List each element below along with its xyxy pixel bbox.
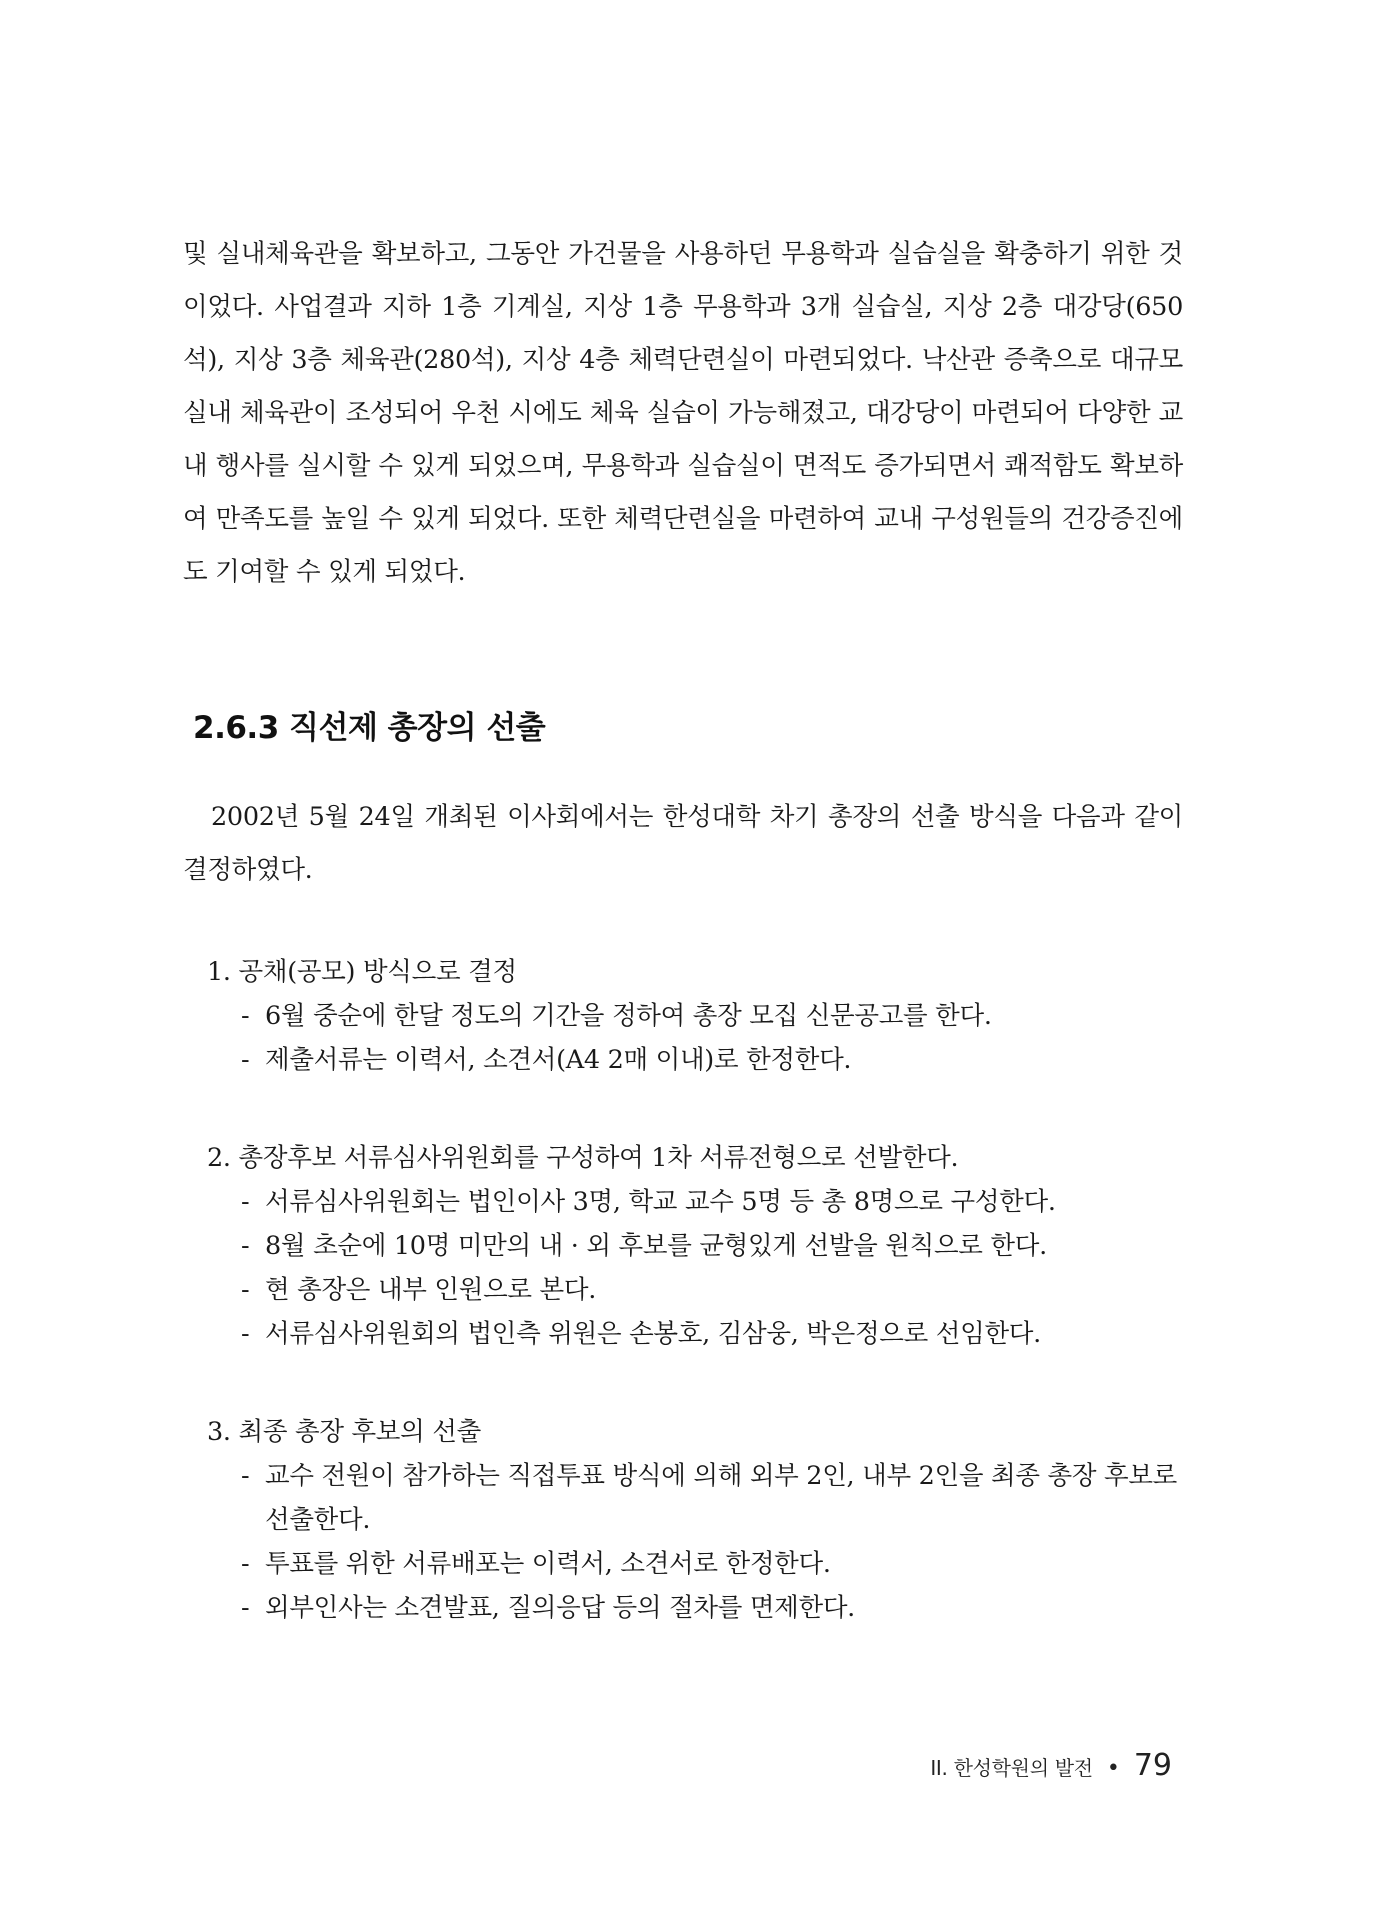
list-item-3	[207, 1410, 1177, 1630]
dash-marker: -	[241, 1275, 250, 1305]
sub-item-text: 서류심사위원회의 법인측 위원은 손봉호, 김삼웅, 박은정으로 선임한다.	[265, 1319, 1041, 1349]
sub-item	[207, 994, 1177, 1038]
page-footer	[930, 1748, 1172, 1783]
intro-paragraph: 및 실내체육관을 확보하고, 그동안 가건물을 사용하던 무용학과 실습실을 확충하기 위한 것이었다. 사업결과 지하 1층 기계실, 지상 1층 무용학과 3개 실습실, 지상 2층 대강당(650석), 지상 3층 체육관(280석), 지상 4층 체력단련실이 마련되었다. 낙산관 증축으로 대규모 실내 체육관이 조성되어 우천 시에도 체육 실습이 가능해졌고, 대강당이 마련되어 다양한 교내 행사를 실시할 수 있게 되었으며, 무용학과 실습실이 면적도 증가되면서 쾌적함도 확보하여 만족도를 높일 수 있게 되었다. 또한 체력단련실을 마련하여 교내 구성원들의 건강증진에도 기여할 수 있게 되었다.	[183, 239, 1183, 587]
sub-item	[207, 1454, 1177, 1542]
sub-item	[207, 1586, 1177, 1630]
sub-item-text: 8월 초순에 10명 미만의 내 · 외 후보를 균형있게 선발을 원칙으로 한다.	[265, 1231, 1047, 1261]
sub-item	[207, 1038, 1177, 1082]
sub-item	[207, 1180, 1177, 1224]
sub-item	[207, 1224, 1177, 1268]
sub-item	[207, 1542, 1177, 1586]
dash-marker: -	[241, 1461, 250, 1491]
sub-item-text: 6월 중순에 한달 정도의 기간을 정하여 총장 모집 신문공고를 한다.	[265, 1001, 992, 1031]
list-item-title: 3. 최종 총장 후보의 선출	[207, 1417, 481, 1447]
sub-item-text: 제출서류는 이력서, 소견서(A4 2매 이내)로 한정한다.	[265, 1045, 852, 1075]
section-title: 2.6.3 직선제 총장의 선출	[193, 710, 546, 746]
dash-marker: -	[241, 1187, 250, 1217]
list-item-title: 2. 총장후보 서류심사위원회를 구성하여 1차 서류전형으로 선발한다.	[207, 1143, 959, 1173]
dash-marker: -	[241, 1549, 250, 1579]
sub-item-text: 투표를 위한 서류배포는 이력서, 소견서로 한정한다.	[265, 1549, 831, 1579]
page-number: 79	[1133, 1748, 1172, 1783]
list-item-title: 1. 공채(공모) 방식으로 결정	[207, 957, 517, 987]
footer-bullet: •	[1106, 1756, 1120, 1781]
dash-marker: -	[241, 1045, 250, 1075]
sub-item-text: 교수 전원이 참가하는 직접투표 방식에 의해 외부 2인, 내부 2인을 최종 총장 후보로 선출한다.	[265, 1461, 1177, 1535]
footer-chapter-title: II. 한성학원의 발전	[930, 1756, 1093, 1780]
dash-marker: -	[241, 1593, 250, 1623]
list-item-1	[207, 950, 1177, 1082]
sub-item-text: 서류심사위원회는 법인이사 3명, 학교 교수 5명 등 총 8명으로 구성한다.	[265, 1187, 1056, 1217]
dash-marker: -	[241, 1231, 250, 1261]
sub-item-text: 현 총장은 내부 인원으로 본다.	[265, 1275, 597, 1305]
sub-item-text: 외부인사는 소견발표, 질의응답 등의 절차를 면제한다.	[265, 1593, 855, 1623]
list-item-2	[207, 1136, 1177, 1356]
section-lead-paragraph: 2002년 5월 24일 개최된 이사회에서는 한성대학 차기 총장의 선출 방식을 다음과 같이 결정하였다.	[183, 802, 1183, 885]
dash-marker: -	[241, 1001, 250, 1031]
dash-marker: -	[241, 1319, 250, 1349]
sub-item	[207, 1312, 1177, 1356]
sub-item	[207, 1268, 1177, 1312]
